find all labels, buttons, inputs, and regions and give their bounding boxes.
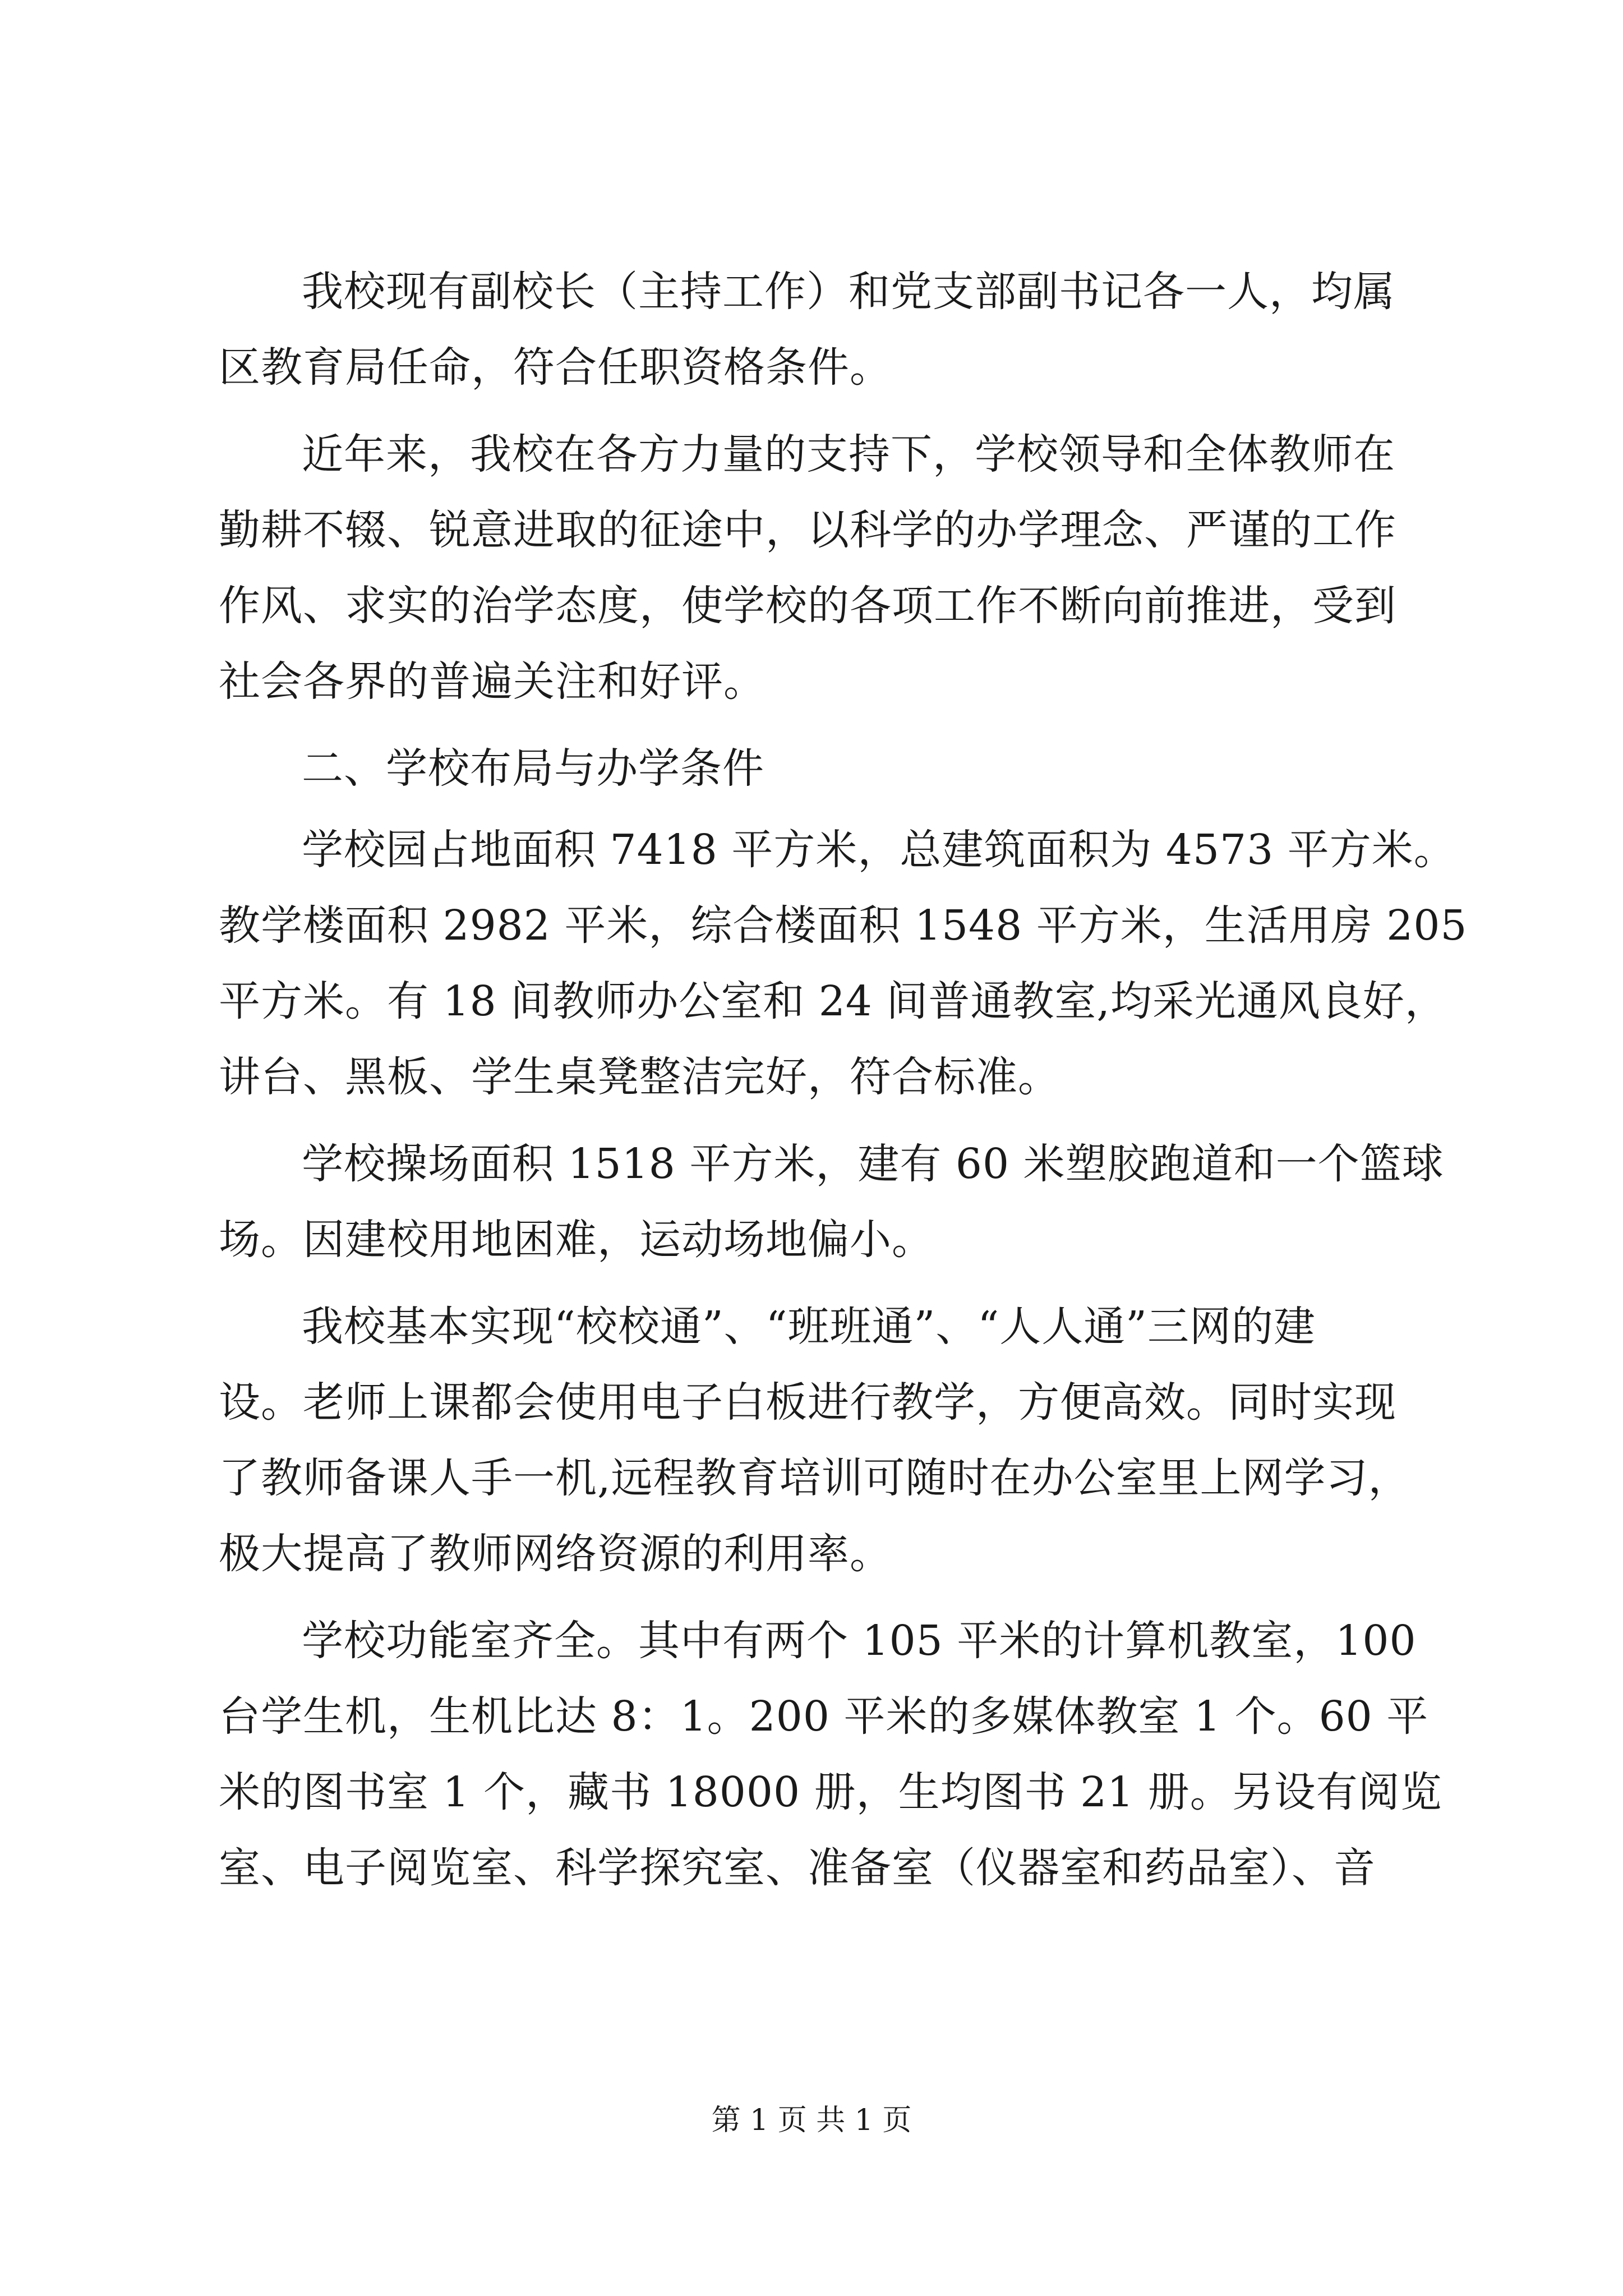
paragraph-3-line-1: 学校园占地面积 7418 平方米，总建筑面积为 4573 平方米。 [302,826,1456,874]
paragraph-5-line-1: 我校基本实现“校校通”、“班班通”、“人人通”三网的建 [302,1303,1316,1351]
paragraph-5-line-3: 了教师备课人手一机,远程教育培训可随时在办公室里上网学习， [219,1454,1410,1502]
section-heading: 二、学校布局与办学条件 [302,744,764,793]
paragraph-4-line-2: 场。因建校用地困难，运动场地偏小。 [219,1216,934,1264]
paragraph-2-line-3: 作风、求实的治学态度，使学校的各项工作不断向前推进，受到 [219,582,1396,630]
paragraph-5-line-4: 极大提高了教师网络资源的利用率。 [219,1530,892,1578]
paragraph-6-line-4: 室、电子阅览室、科学探究室、准备室（仪器室和药品室）、音 [219,1844,1376,1892]
paragraph-3-line-3: 平方米。有 18 间教师办公室和 24 间普通教室,均采光通风良好， [219,977,1447,1025]
paragraph-2-line-4: 社会各界的普遍关注和好评。 [219,657,766,706]
page-footer-indicator: 第 1 页 共 1 页 [711,2104,912,2137]
paragraph-5-line-2: 设。老师上课都会使用电子白板进行教学，方便高效。同时实现 [219,1378,1396,1427]
paragraph-6-line-1: 学校功能室齐全。其中有两个 105 平米的计算机教室，100 [302,1617,1417,1665]
paragraph-3-line-4: 讲台、黑板、学生桌凳整洁完好，符合标准。 [219,1053,1060,1101]
paragraph-4-line-1: 学校操场面积 1518 平方米，建有 60 米塑胶跑道和一个篮球 [302,1140,1444,1188]
paragraph-2-line-1: 近年来，我校在各方力量的支持下，学校领导和全体教师在 [302,430,1395,478]
paragraph-1-line-2: 区教育局任命，符合任职资格条件。 [219,343,892,392]
paragraph-1-line-1: 我校现有副校长（主持工作）和党支部副书记各一人，均属 [302,268,1395,316]
paragraph-2-line-2: 勤耕不辍、锐意进取的征途中，以科学的办学理念、严谨的工作 [219,506,1396,554]
paragraph-6-line-3: 米的图书室 1 个，藏书 18000 册，生均图书 21 册。另设有阅览 [219,1768,1442,1816]
paragraph-6-line-2: 台学生机，生机比达 8：1。200 平米的多媒体教室 1 个。60 平 [219,1692,1429,1741]
paragraph-3-line-2: 教学楼面积 2982 平米，综合楼面积 1548 平方米，生活用房 205 [219,901,1468,950]
